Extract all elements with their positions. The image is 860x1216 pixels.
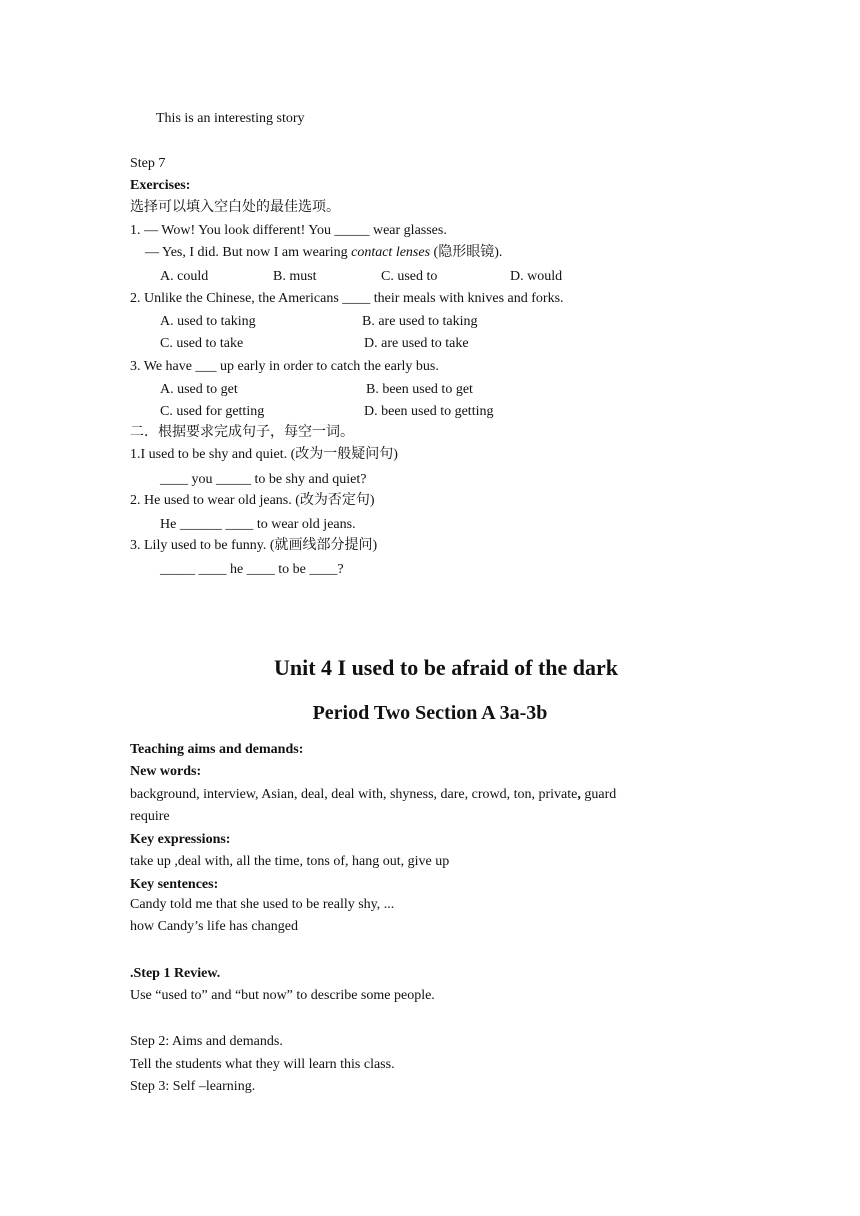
- new-words-text: background, interview, Asian, deal, deal with, shyness, dare, crowd, ton, private: [130, 787, 578, 802]
- new-words-label: New words:: [130, 764, 202, 779]
- q3-option-a: A. used to get: [160, 382, 238, 397]
- step7-title: Step 7: [130, 156, 166, 171]
- question-1-reply-pre: — Yes, I did. But now I am wearing: [145, 245, 352, 260]
- step1-text: Use “used to” and “but now” to describe some people.: [130, 988, 435, 1003]
- new-words-tail: guard: [580, 787, 617, 802]
- key-expressions: take up ,deal with, all the time, tons of, hang out, give up: [130, 854, 450, 869]
- question-1: 1. — Wow! You look different! You _____ wear glasses.: [130, 223, 447, 238]
- q2-option-d: D. are used to take: [364, 336, 469, 351]
- step2-text: Tell the students what they will learn this class.: [130, 1057, 395, 1072]
- q3-option-d: D. been used to getting: [364, 404, 494, 419]
- q1-option-a: A. could: [160, 269, 209, 284]
- unit-title: Unit 4 I used to be afraid of the dark: [273, 655, 619, 680]
- q3-option-c: C. used for getting: [160, 404, 265, 419]
- question-1-reply-italic: contact lenses: [351, 245, 431, 260]
- exercises-label: Exercises:: [130, 178, 191, 193]
- sentence-2-answer: He ______ ____ to wear old jeans.: [160, 517, 356, 532]
- new-words-comma: ,: [577, 787, 581, 802]
- question-3: 3. We have ___ up early in order to catch the early bus.: [130, 359, 439, 374]
- key-sentence-1: Candy told me that she used to be really shy, ...: [130, 897, 395, 912]
- step2-title: Step 2: Aims and demands.: [130, 1034, 283, 1049]
- teaching-aims-label: Teaching aims and demands:: [130, 742, 304, 757]
- new-words-line-2: require: [130, 809, 170, 824]
- sentence-2: 2. He used to wear old jeans. (改为否定句): [130, 493, 375, 508]
- part-2-title: 二．根据要求完成句子，每空一词。: [130, 425, 354, 440]
- exercise-instruction: 选择可以填入空白处的最佳选项。: [130, 200, 340, 215]
- key-sentences-label: Key sentences:: [130, 877, 219, 892]
- q1-option-b: B. must: [273, 269, 317, 284]
- q2-option-a: A. used to taking: [160, 314, 256, 329]
- step1-title: .Step 1 Review.: [130, 966, 221, 981]
- step3-title: Step 3: Self –learning.: [130, 1079, 256, 1094]
- q1-option-c: C. used to: [381, 269, 438, 284]
- q1-option-d: D. would: [510, 269, 563, 284]
- q2-option-b: B. are used to taking: [362, 314, 478, 329]
- new-words-line-1: [130, 786, 616, 804]
- q3-option-b: B. been used to get: [366, 382, 473, 397]
- key-sentence-2: how Candy’s life has changed: [130, 919, 298, 934]
- intro-line: This is an interesting story: [156, 111, 305, 126]
- sentence-1-answer: ____ you _____ to be shy and quiet?: [160, 472, 367, 487]
- sentence-1: 1.I used to be shy and quiet. (改为一般疑问句): [130, 447, 398, 462]
- key-expressions-label: Key expressions:: [130, 832, 231, 847]
- sentence-3: 3. Lily used to be funny. (就画线部分提问): [130, 538, 378, 553]
- q2-option-c: C. used to take: [160, 336, 244, 351]
- sentence-3-answer: _____ ____ he ____ to be ____?: [160, 562, 344, 577]
- period-title: Period Two Section A 3a-3b: [312, 702, 548, 724]
- question-1-reply: [145, 244, 502, 262]
- question-1-reply-post: (隐形眼镜).: [430, 245, 503, 260]
- question-2: 2. Unlike the Chinese, the Americans ____ their meals with knives and forks.: [130, 291, 564, 306]
